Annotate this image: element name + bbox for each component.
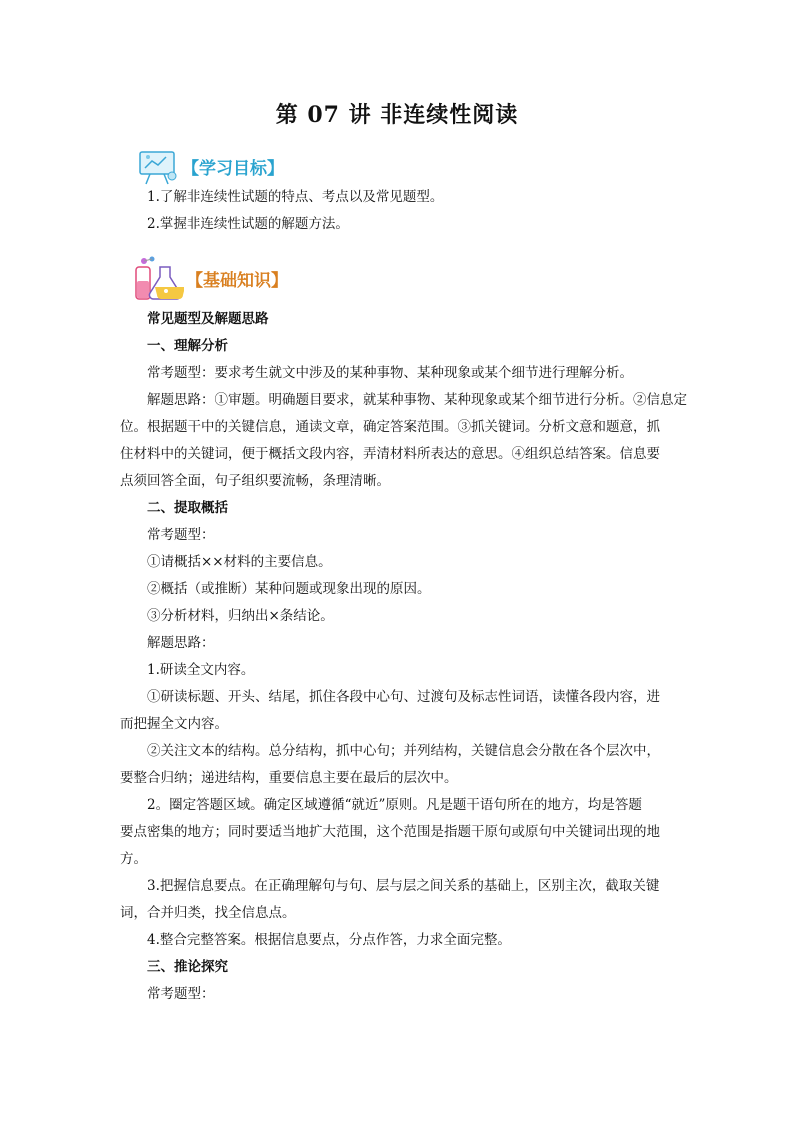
section-2-step: 要整合归纳；递进结构，重要信息主要在最后的层次中。 xyxy=(120,770,458,786)
section-2-step: 4.整合完整答案。根据信息要点，分点作答，力求全面完整。 xyxy=(147,932,511,948)
section-2-step: 1.研读全文内容。 xyxy=(147,662,255,678)
section-2-type-label: 常考题型： xyxy=(147,527,215,543)
section-2-type-item: ①请概括××材料的主要信息。 xyxy=(147,554,332,570)
section-2-step: ①研读标题、开头、结尾，抓住各段中心句、过渡句及标志性词语，读懂各段内容，进 xyxy=(147,689,660,705)
basics-label: 【基础知识】 xyxy=(186,270,288,291)
main-content xyxy=(120,306,690,1008)
section-1-type: 常考题型：要求考生就文中涉及的某种事物、某种现象或某个细节进行理解分析。 xyxy=(147,365,633,381)
section-2-step: ②关注文本的结构。总分结构，抓中心句；并列结构，关键信息会分散在各个层次中， xyxy=(147,743,660,759)
section-2-step: 3.把握信息要点。在正确理解句与句、层与层之间关系的基础上，区别主次，截取关键 xyxy=(147,878,660,894)
section-1-approach: 解题思路：①审题。明确题目要求，就某种事物、某种现象或某个细节进行分析。②信息定 xyxy=(147,392,687,408)
section-1-approach: 住材料中的关键词，便于概括文段内容，弄清材料所表达的意思。④组织总结答案。信息要 xyxy=(120,446,660,462)
section-1-approach: 位。根据题干中的关键信息，通读文章，确定答案范围。③抓关键词。分析文意和题意，抓 xyxy=(120,419,660,435)
section-3-type-label: 常考题型： xyxy=(147,986,215,1002)
section-2-step: 要点密集的地方；同时要适当地扩大范围，这个范围是指题干原句或原句中关键词出现的地 xyxy=(120,824,660,840)
goals-list xyxy=(120,184,690,238)
goal-item: 2.掌握非连续性试题的解题方法。 xyxy=(147,216,349,232)
section-2-type-item: ②概括（或推断）某种问题或现象出现的原因。 xyxy=(147,581,431,597)
section-2-step: 2。圈定答题区域。确定区域遵循“就近”原则。凡是题干语句所在的地方，均是答题 xyxy=(147,797,642,813)
goals-header xyxy=(136,146,284,186)
lab-flask-icon xyxy=(130,255,184,301)
goals-label: 【学习目标】 xyxy=(182,158,284,179)
goal-item: 1.了解非连续性试题的特点、考点以及常见题型。 xyxy=(147,189,444,205)
section-1-title: 一、理解分析 xyxy=(147,338,228,354)
teaching-board-icon xyxy=(136,146,180,186)
section-2-title: 二、提取概括 xyxy=(147,500,228,516)
section-1-approach: 点须回答全面，句子组织要流畅，条理清晰。 xyxy=(120,473,390,489)
section-3-title: 三、推论探究 xyxy=(147,959,228,975)
section-2-step: 而把握全文内容。 xyxy=(120,716,228,732)
content-heading: 常见题型及解题思路 xyxy=(147,311,269,327)
section-2-type-item: ③分析材料，归纳出×条结论。 xyxy=(147,608,334,624)
section-2-approach-label: 解题思路： xyxy=(147,635,215,651)
page-title: 第 07 讲 非连续性阅读 xyxy=(275,102,519,128)
section-2-step: 方。 xyxy=(120,851,147,867)
section-2-step: 词，合并归类，找全信息点。 xyxy=(120,905,296,921)
basics-header xyxy=(130,255,288,301)
